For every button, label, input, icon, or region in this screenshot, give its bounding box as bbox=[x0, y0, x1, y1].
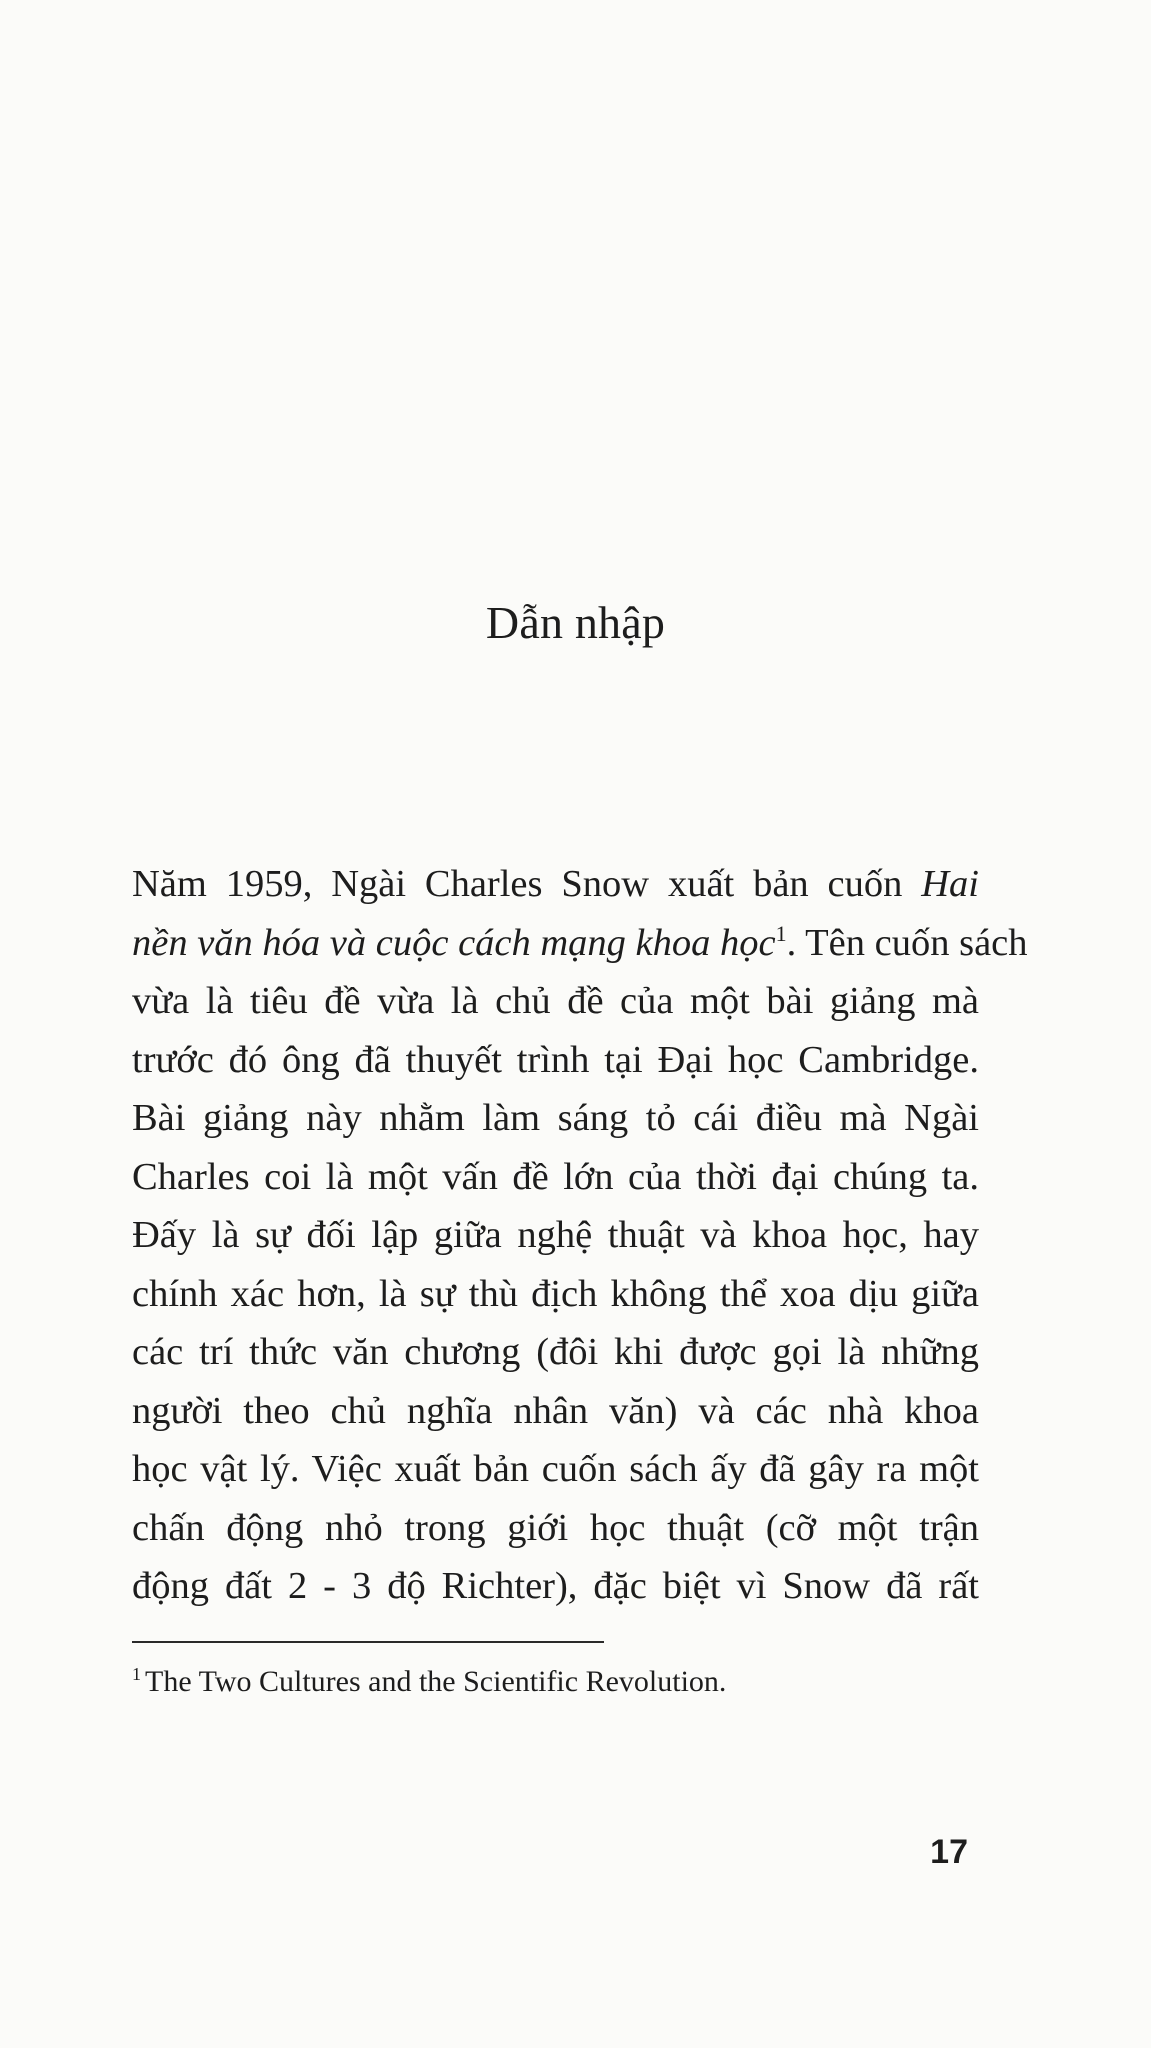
body-paragraph bbox=[132, 855, 1028, 1616]
footnote-reference: 1 bbox=[775, 920, 787, 946]
footnote-marker: 1 bbox=[132, 1664, 141, 1684]
body-line-8: chính xác hơn, là sự thù địch không thể xoa dịu giữa bbox=[132, 1272, 979, 1315]
body-line-2 bbox=[132, 914, 1028, 973]
body-line-11: học vật lý. Việc xuất bản cuốn sách ấy đã gây ra một bbox=[132, 1448, 979, 1490]
body-line-5: Bài giảng này nhằm làm sáng tỏ cái điều mà Ngài bbox=[132, 1097, 979, 1139]
body-line-12: chấn động nhỏ trong giới học thuật (cỡ một trận bbox=[132, 1506, 979, 1549]
footnote-text: The Two Cultures and the Scientific Revolution. bbox=[145, 1665, 727, 1698]
page-number: 17 bbox=[930, 1833, 968, 1871]
body-line-4: trước đó ông đã thuyết trình tại Đại học Cambridge. bbox=[132, 1038, 979, 1081]
body-line-3: vừa là tiêu đề vừa là chủ đề của một bài giảng mà bbox=[132, 980, 979, 1022]
footnote-divider bbox=[132, 1641, 604, 1643]
body-line-13: động đất 2 - 3 độ Richter), đặc biệt vì Snow đã rất bbox=[132, 1565, 979, 1607]
body-line-6: Charles coi là một vấn đề lớn của thời đại chúng ta. bbox=[132, 1155, 979, 1198]
body-line-1 bbox=[132, 855, 979, 914]
body-text-segment: . Tên cuốn sách bbox=[786, 921, 1028, 964]
body-line-9: các trí thức văn chương (đôi khi được gọi là những bbox=[132, 1331, 979, 1373]
body-line-7: Đấy là sự đối lập giữa nghệ thuật và khoa học, hay bbox=[132, 1214, 979, 1256]
footnote bbox=[132, 1662, 726, 1702]
book-title-italic: nền văn hóa và cuộc cách mạng khoa học bbox=[132, 921, 776, 964]
body-line-10: người theo chủ nghĩa nhân văn) và các nhà khoa bbox=[132, 1389, 979, 1432]
chapter-title: Dẫn nhập bbox=[485, 597, 666, 648]
book-title-italic: Hai bbox=[921, 863, 979, 905]
body-text-segment: Năm 1959, Ngài Charles Snow xuất bản cuốn bbox=[132, 863, 922, 905]
